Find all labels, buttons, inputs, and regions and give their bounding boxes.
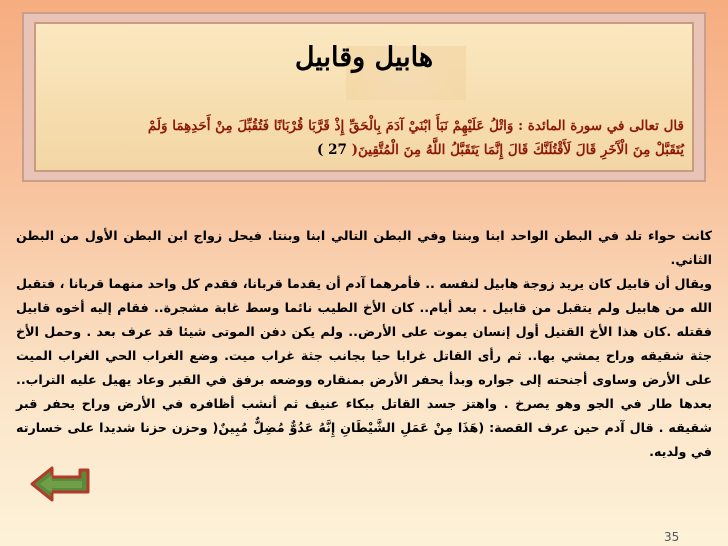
story-text: [16, 224, 712, 464]
verse-line-2: [44, 138, 684, 162]
verse-line-1: قال تعالى في سورة المائدة : وَاتْلُ عَلَيْهِمْ نَبَأَ ابْنَيْ آدَمَ بِالْحَقِّ إِذْ قَرَّبَا قُرْبَانًا فَتُقُبِّلَ مِنْ أَحَدِهِمَا وَلَمْ: [147, 118, 684, 134]
page-number: 35: [664, 530, 680, 544]
story-paragraph-2: ويقال أن قابيل كان يريد زوجة هابيل لنفسه .. فأمرهما آدم أن يقدما قربانا، فقدم كل واحد منهما قربانا ، فتقبل الله من هابيل ولم يتقبل من قابيل . بعد أيام.. كان الأخ الطيب نائما وسط غابة مشجرة.. فقام إليه أخوه قابيل فقتله .كان هذا الأخ القتيل أول إنسان يموت على الأرض.. ولم يكن دفن الموتى شيئا قد عرف بعد . وحمل الأخ جثة شقيقه وراح يمشي بها.. ثم رأى القاتل غرابا حيا بجانب جثة غراب ميت. وضع الغراب الحي الغراب الميت على الأرض وساوى أجنحته إلى جواره وبدأ يحفر الأرض بمنقاره ووضعه برفق في القبر وعاد يهيل عليه التراب.. بعدها طار في الجو وهو يصرخ . واهتز جسد القاتل ببكاء عنيف ثم أنشب أظافره في الأرض وراح يحفر قبر شقيقه . قال آدم حين عرف القصة: (هَذَا مِنْ عَمَلِ الشَّيْطَانِ إِنَّهُ عَدُوٌّ مُضِلٌّ مُبِينٌ( وحزن حزنا شديدا على خسارته في ولديه.: [16, 276, 712, 459]
verse-number: 27 ): [317, 142, 347, 158]
quran-verse: [44, 114, 684, 162]
story-paragraph-1: كانت حواء تلد في البطن الواحد ابنا وبنتا وفي البطن التالي ابنا وبنتا. فيحل زواج ابن البطن الأول من البطن الثاني.: [16, 228, 712, 267]
verse-line-2-text: يُتَقَبَّلْ مِنَ الْآَخَرِ قَالَ لَأَقْتُلَنَّكَ قَالَ إِنَّمَا يَتَقَبَّلُ اللَّهُ مِنَ الْمُتَّقِينَ(: [351, 142, 684, 158]
slide-title: هابيل وقابيل: [294, 42, 434, 73]
return-arrow-icon[interactable]: [22, 462, 92, 506]
